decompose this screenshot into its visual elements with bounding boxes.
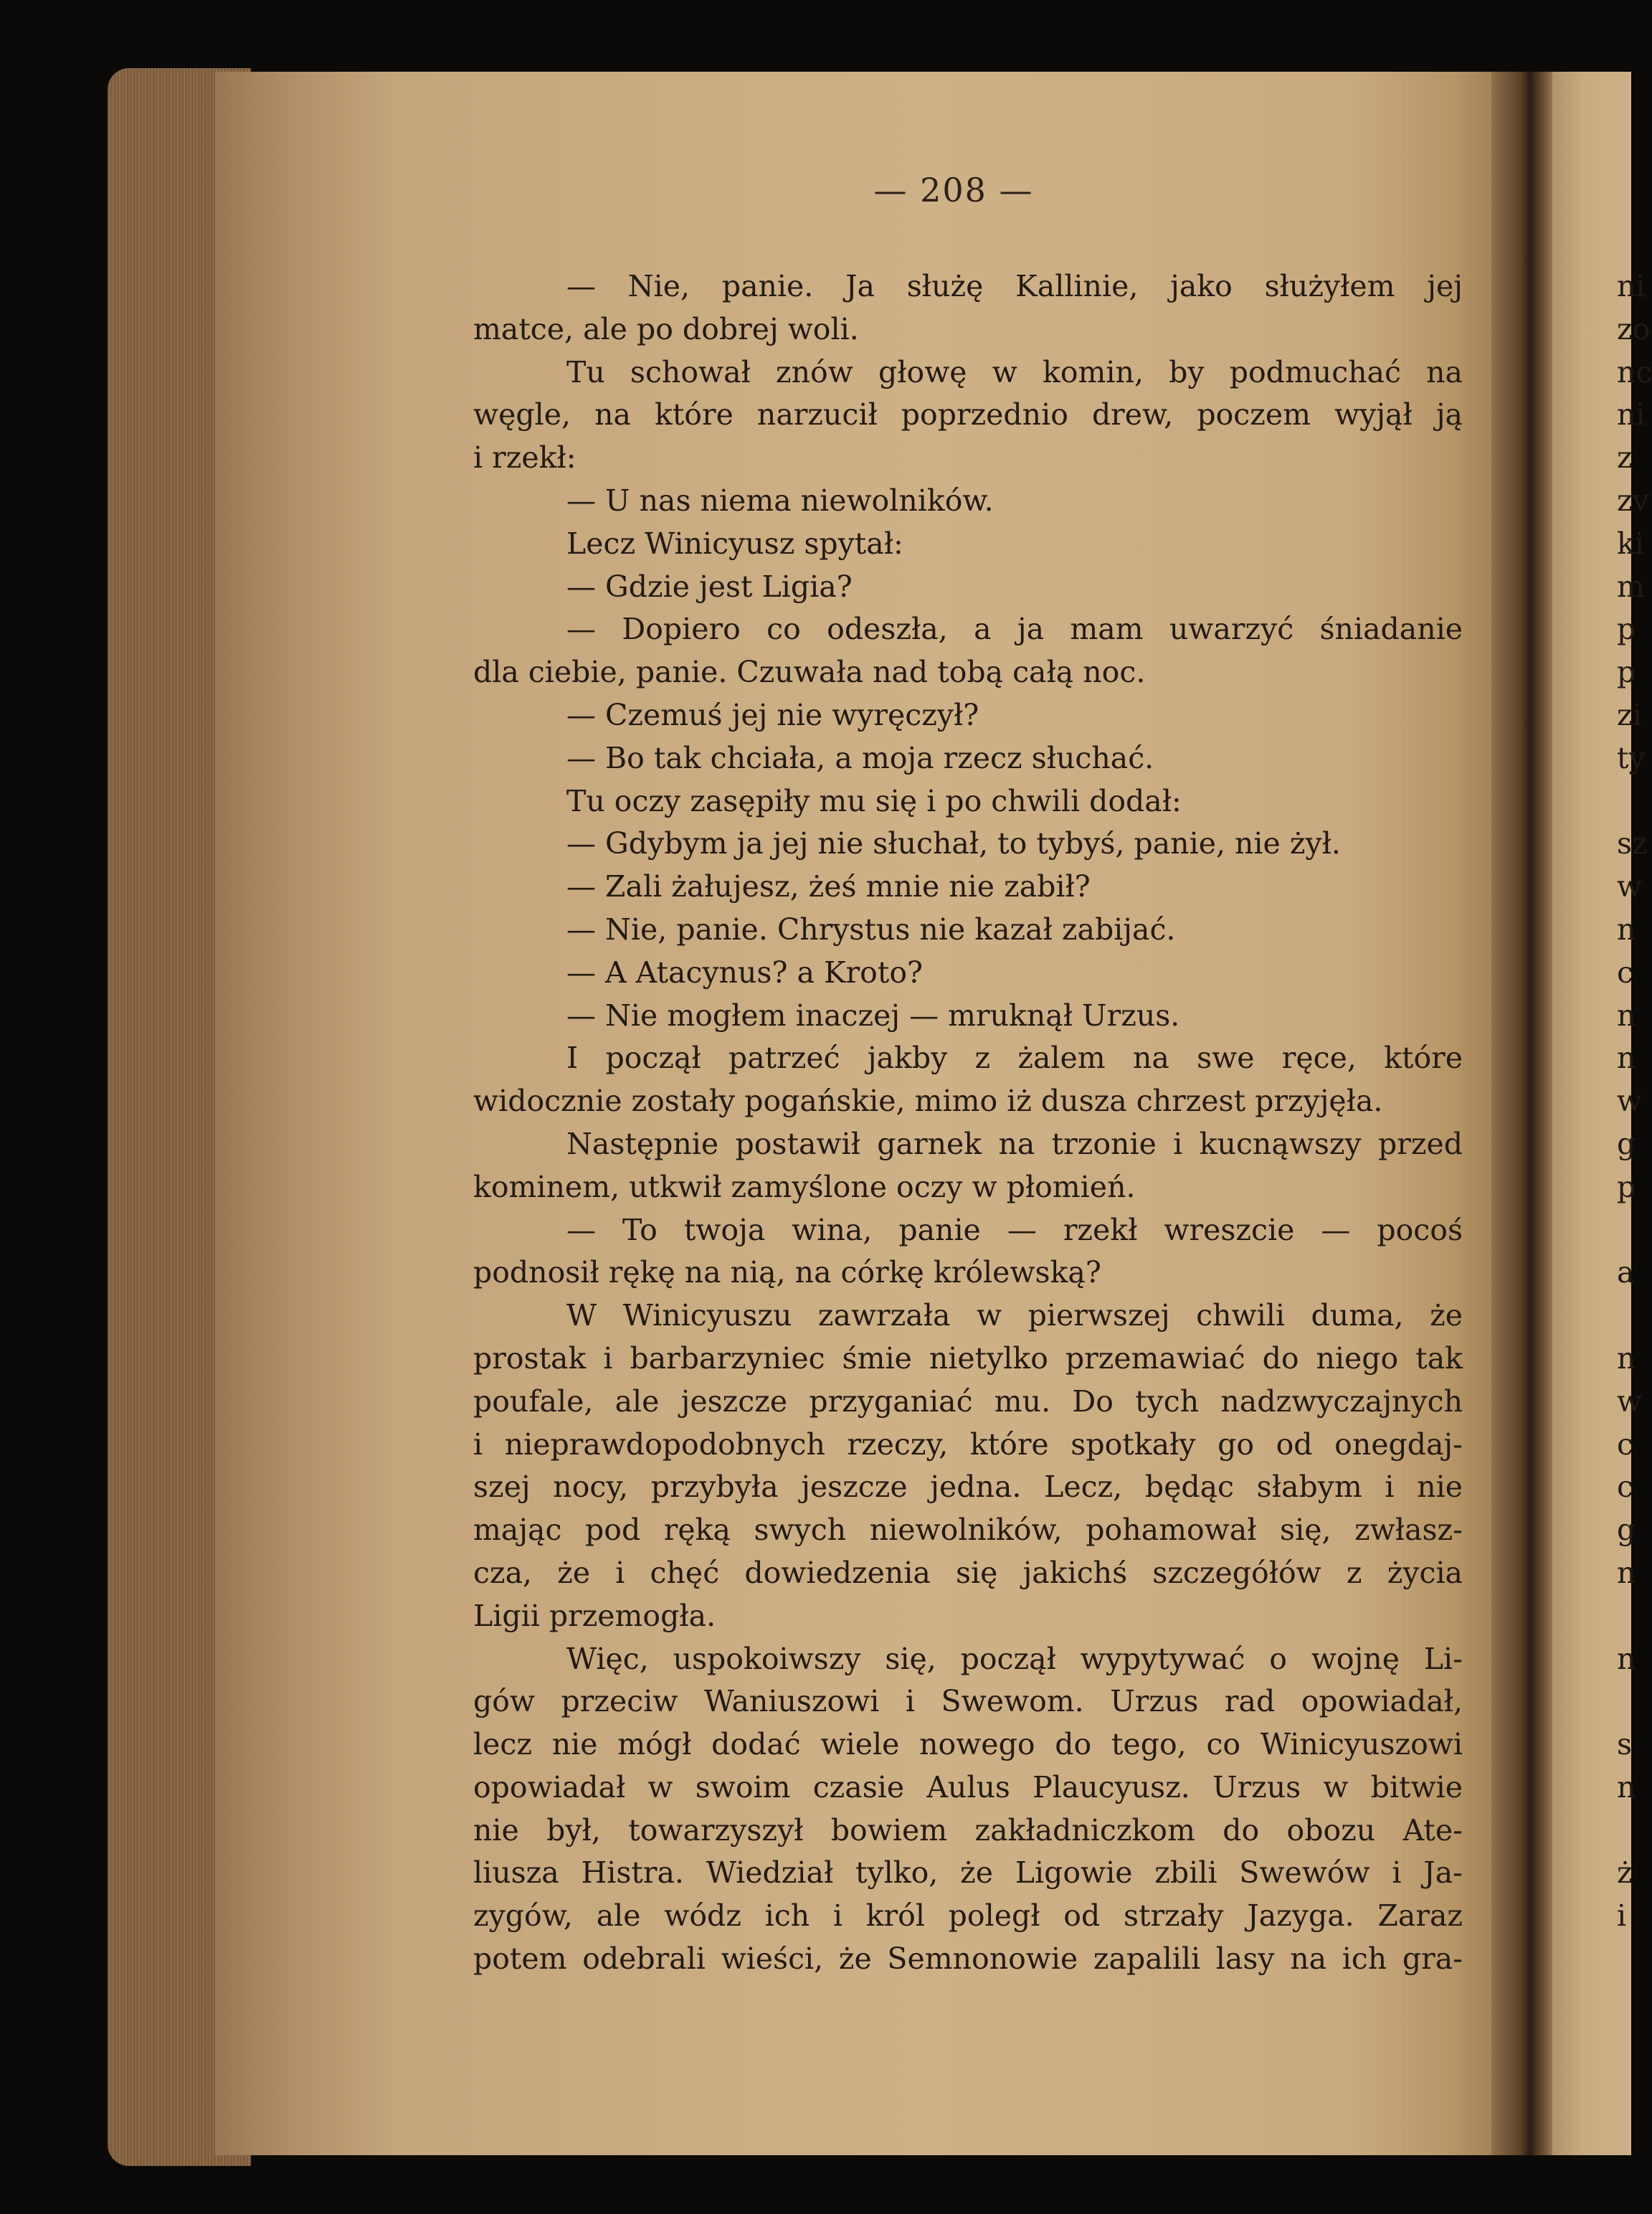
right-page-fragment: m [1617, 569, 1645, 604]
right-page-fragment: p [1617, 655, 1636, 690]
text-line: — U nas niema niewolników. [566, 483, 994, 518]
book-gutter [1491, 72, 1556, 2155]
right-page-fragment: n [1617, 1641, 1636, 1676]
text-line: Tu schował znów głowę w komin, by podmuchać na [566, 354, 1463, 389]
right-page-fragment [1617, 1680, 1652, 1723]
right-page-fragment: c [1617, 1470, 1633, 1505]
text-line: Ligii przemogła. [473, 1598, 716, 1633]
text-line: dla ciebie, panie. Czuwała nad tobą całą noc. [473, 655, 1146, 690]
right-page-fragment [1617, 1595, 1652, 1638]
text-line: — Dopiero co odeszła, a ja mam uwarzyć śniadanie [566, 612, 1463, 647]
text-line: węgle, na które narzucił poprzednio drew, poczem wyjął ją [473, 397, 1463, 432]
text-line: — Nie, panie. Ja służę Kallinie, jako służyłem jej [566, 269, 1463, 303]
text-line: poufale, ale jeszcze przyganiać mu. Do tych nadzwyczajnych [473, 1383, 1463, 1419]
right-page-fragment: zo [1617, 311, 1651, 346]
text-line: — To twoja wina, panie — rzekł wreszcie — pocoś [566, 1212, 1463, 1247]
right-page-fragment: z [1617, 440, 1633, 476]
right-page-fragment: c [1617, 955, 1633, 990]
right-page-fragment: i [1617, 1898, 1627, 1934]
right-page-fragment: w [1617, 869, 1643, 904]
right-page-fragment: n [1617, 1769, 1636, 1804]
right-page-fragment [1617, 780, 1652, 823]
text-line: widocznie zostały pogańskie, mimo iż dusza chrzest przyjęła. [473, 1084, 1383, 1119]
page-number: — 208 — [873, 171, 1034, 209]
text-line: — A Atacynus? a Kroto? [566, 955, 924, 990]
right-page-fragment: w [1617, 1084, 1643, 1119]
right-page-fragment: n [1617, 912, 1636, 947]
text-line: i nieprawdopodobnych rzeczy, które spotkały go od onegdaj- [473, 1427, 1463, 1462]
text-line: — Gdzie jest Ligia? [566, 569, 853, 604]
right-page-fragment: zv [1617, 483, 1649, 518]
right-page-fragment [1617, 1809, 1652, 1853]
right-page-fragment: ty [1617, 740, 1646, 775]
text-line: liusza Histra. Wiedział tylko, że Ligowie zbili Swewów i Ja- [473, 1855, 1463, 1891]
right-page-fragment [1617, 1209, 1652, 1252]
text-line: gów przeciw Waniuszowi i Swewom. Urzus rad opowiadał, [473, 1684, 1463, 1719]
right-page-fragment [1617, 1295, 1652, 1338]
text-line: W Winicyuszu zawrzała w pierwszej chwili duma, że [566, 1298, 1463, 1333]
right-page-fragment: ni [1617, 397, 1646, 432]
text-line: Lecz Winicyusz spytał: [566, 526, 903, 561]
text-line: — Czemuś jej nie wyręczył? [566, 697, 979, 732]
text-line: — Gdybym ja jej nie słuchał, to tybyś, panie, nie żył. [566, 826, 1341, 861]
text-line: matce, ale po dobrej woli. [473, 311, 859, 346]
right-page-fragment: s [1617, 1727, 1633, 1762]
page-text [473, 265, 1463, 1981]
text-line: Tu oczy zasępiły mu się i po chwili dodał: [566, 783, 1182, 818]
text-line: mając pod ręką swych niewolników, pohamował się, zwłasz- [473, 1513, 1463, 1548]
text-line: kominem, utkwił zamyślone oczy w płomień. [473, 1169, 1136, 1204]
right-page-fragment: n [1617, 998, 1636, 1033]
right-page-fragment: n [1617, 1041, 1636, 1076]
text-line: I począł patrzeć jakby z żalem na swe ręce, które [566, 1041, 1463, 1076]
right-page-fragment: g [1617, 1513, 1636, 1548]
right-page-fragment: n [1617, 1555, 1636, 1590]
right-page-fragment: p [1617, 612, 1636, 647]
right-page-fragment: c [1617, 1427, 1633, 1462]
text-line: cza, że i chęć dowiedzenia się jakichś szczegółów z życia [473, 1555, 1463, 1590]
right-page-fragment: nc [1617, 354, 1652, 389]
text-line: lecz nie mógł dodać wiele nowego do tego, co Winicyuszowi [473, 1727, 1463, 1762]
right-page-fragment: ki [1617, 526, 1644, 561]
text-line: — Nie, panie. Chrystus nie kazał zabijać. [566, 912, 1176, 947]
right-page-fragment: ni [1617, 269, 1646, 303]
text-line: Więc, uspokoiwszy się, począł wypytywać o wojnę Li- [566, 1641, 1463, 1676]
text-line: prostak i barbarzyniec śmie nietylko przemawiać do niego tak [473, 1340, 1463, 1376]
text-line: nie był, towarzyszył bowiem zakładniczkom do obozu Ate- [473, 1812, 1463, 1848]
text-line: szej nocy, przybyła jeszcze jedna. Lecz, będąc słabym i nie [473, 1470, 1463, 1505]
right-page-fragment: g [1617, 1126, 1636, 1161]
text-line: opowiadał w swoim czasie Aulus Plaucyusz. Urzus w bitwie [473, 1769, 1463, 1804]
text-line: podnosił rękę na nią, na córkę królewską? [473, 1255, 1101, 1290]
text-line: Następnie postawił garnek na trzonie i kucnąwszy przed [566, 1126, 1463, 1161]
right-page-fragment: ż [1617, 1855, 1633, 1891]
text-line: zygów, ale wódz ich i król poległ od strzały Jazyga. Zaraz [473, 1898, 1463, 1934]
text-line: — Nie mogłem inaczej — mruknął Urzus. [566, 998, 1180, 1033]
right-page-fragment: p [1617, 1169, 1636, 1204]
right-page-fragment: n [1617, 1340, 1636, 1376]
right-page-fragments [1617, 265, 1652, 1938]
right-page-fragment: w [1617, 1383, 1643, 1419]
right-page-fragment: a [1617, 1255, 1635, 1290]
right-page-fragment: zi [1617, 697, 1642, 732]
text-line: — Zali żałujesz, żeś mnie nie zabił? [566, 869, 1091, 904]
text-line: potem odebrali wieści, że Semnonowie zapalili lasy na ich gra- [473, 1941, 1463, 1977]
text-line: i rzekł: [473, 440, 576, 476]
right-page-fragment: sz [1617, 826, 1648, 861]
text-line: — Bo tak chciała, a moja rzecz słuchać. [566, 740, 1154, 775]
